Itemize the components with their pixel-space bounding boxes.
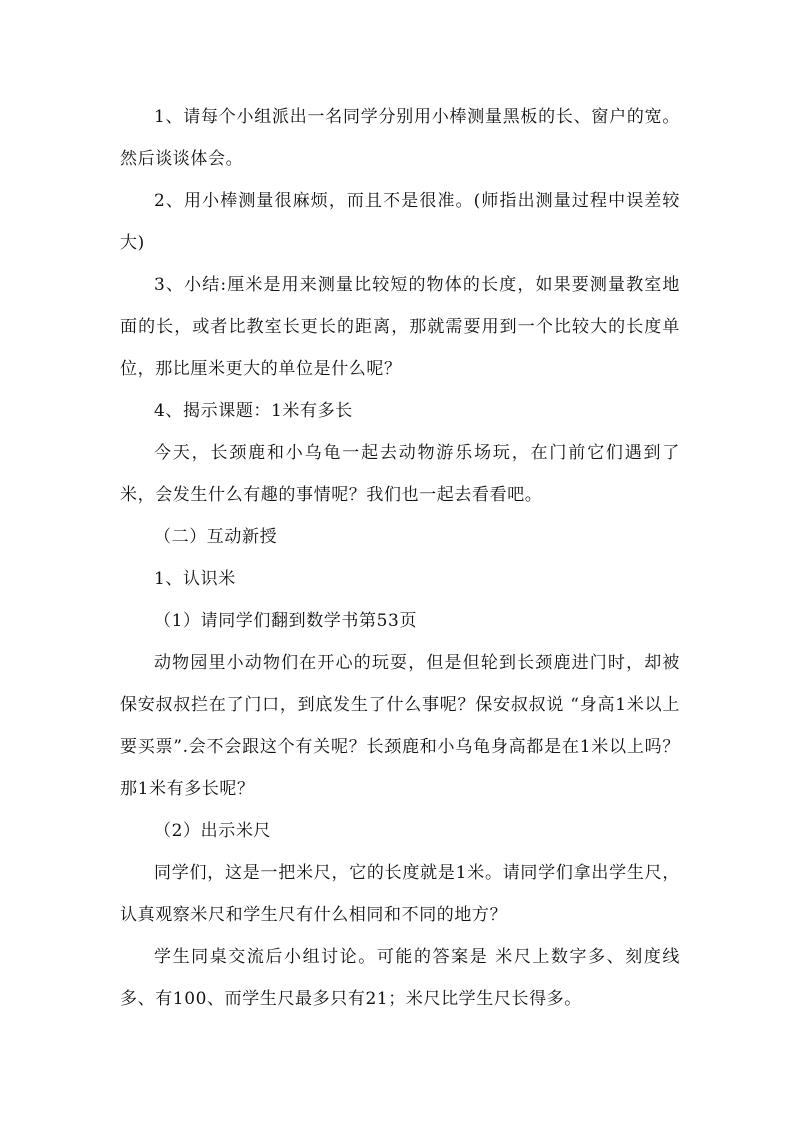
document-body — [120, 96, 680, 1020]
paragraph-summary: 3、小结:厘米是用来测量比较短的物体的长度，如果要测量教室地面的长，或者比教室长更长的距离，那就需要用到一个比较大的长度单位，那比厘米更大的单位是什么呢？ — [120, 275, 680, 379]
paragraph-discussion: 学生同桌交流后小组讨论。可能的答案是 米尺上数字多、刻度线多、有100、而学生尺最多只有21；米尺比学生尺长得多。 — [120, 947, 680, 1009]
paragraph-meter-ruler: 同学们，这是一把米尺，它的长度就是1米。请同学们拿出学生尺，认真观察米尺和学生尺有什么相同和不同的地方？ — [120, 863, 680, 925]
section-heading: （二）互动新授 — [154, 527, 278, 547]
paragraph-topic: 4、揭示课题：1米有多长 — [154, 401, 353, 421]
paragraph-story-intro: 今天，长颈鹿和小乌龟一起去动物游乐场玩，在门前它们遇到了米，会发生什么有趣的事情呢？我们也一起去看看吧。 — [120, 443, 680, 505]
paragraph-step-1: 1、请每个小组派出一名同学分别用小棒测量黑板的长、窗户的宽。然后谈谈体会。 — [120, 107, 680, 169]
step-open-book: （1）请同学们翻到数学书第53页 — [154, 611, 418, 631]
paragraph-step-2: 2、用小棒测量很麻烦，而且不是很准。(师指出测量过程中误差较大) — [120, 191, 680, 253]
paragraph-zoo-story: 动物园里小动物们在开心的玩耍，但是但轮到长颈鹿进门时，却被保安叔叔拦在了门口，到底发生了什么事呢？保安叔叔说 “身高1米以上要买票”.会不会跟这个有关呢？长颈鹿和小乌龟身高都是在1米以上吗？那1米有多长呢？ — [120, 653, 680, 799]
step-show-meter-ruler: （2）出示米尺 — [154, 821, 272, 841]
subheading-know-meter: 1、认识米 — [154, 569, 236, 589]
